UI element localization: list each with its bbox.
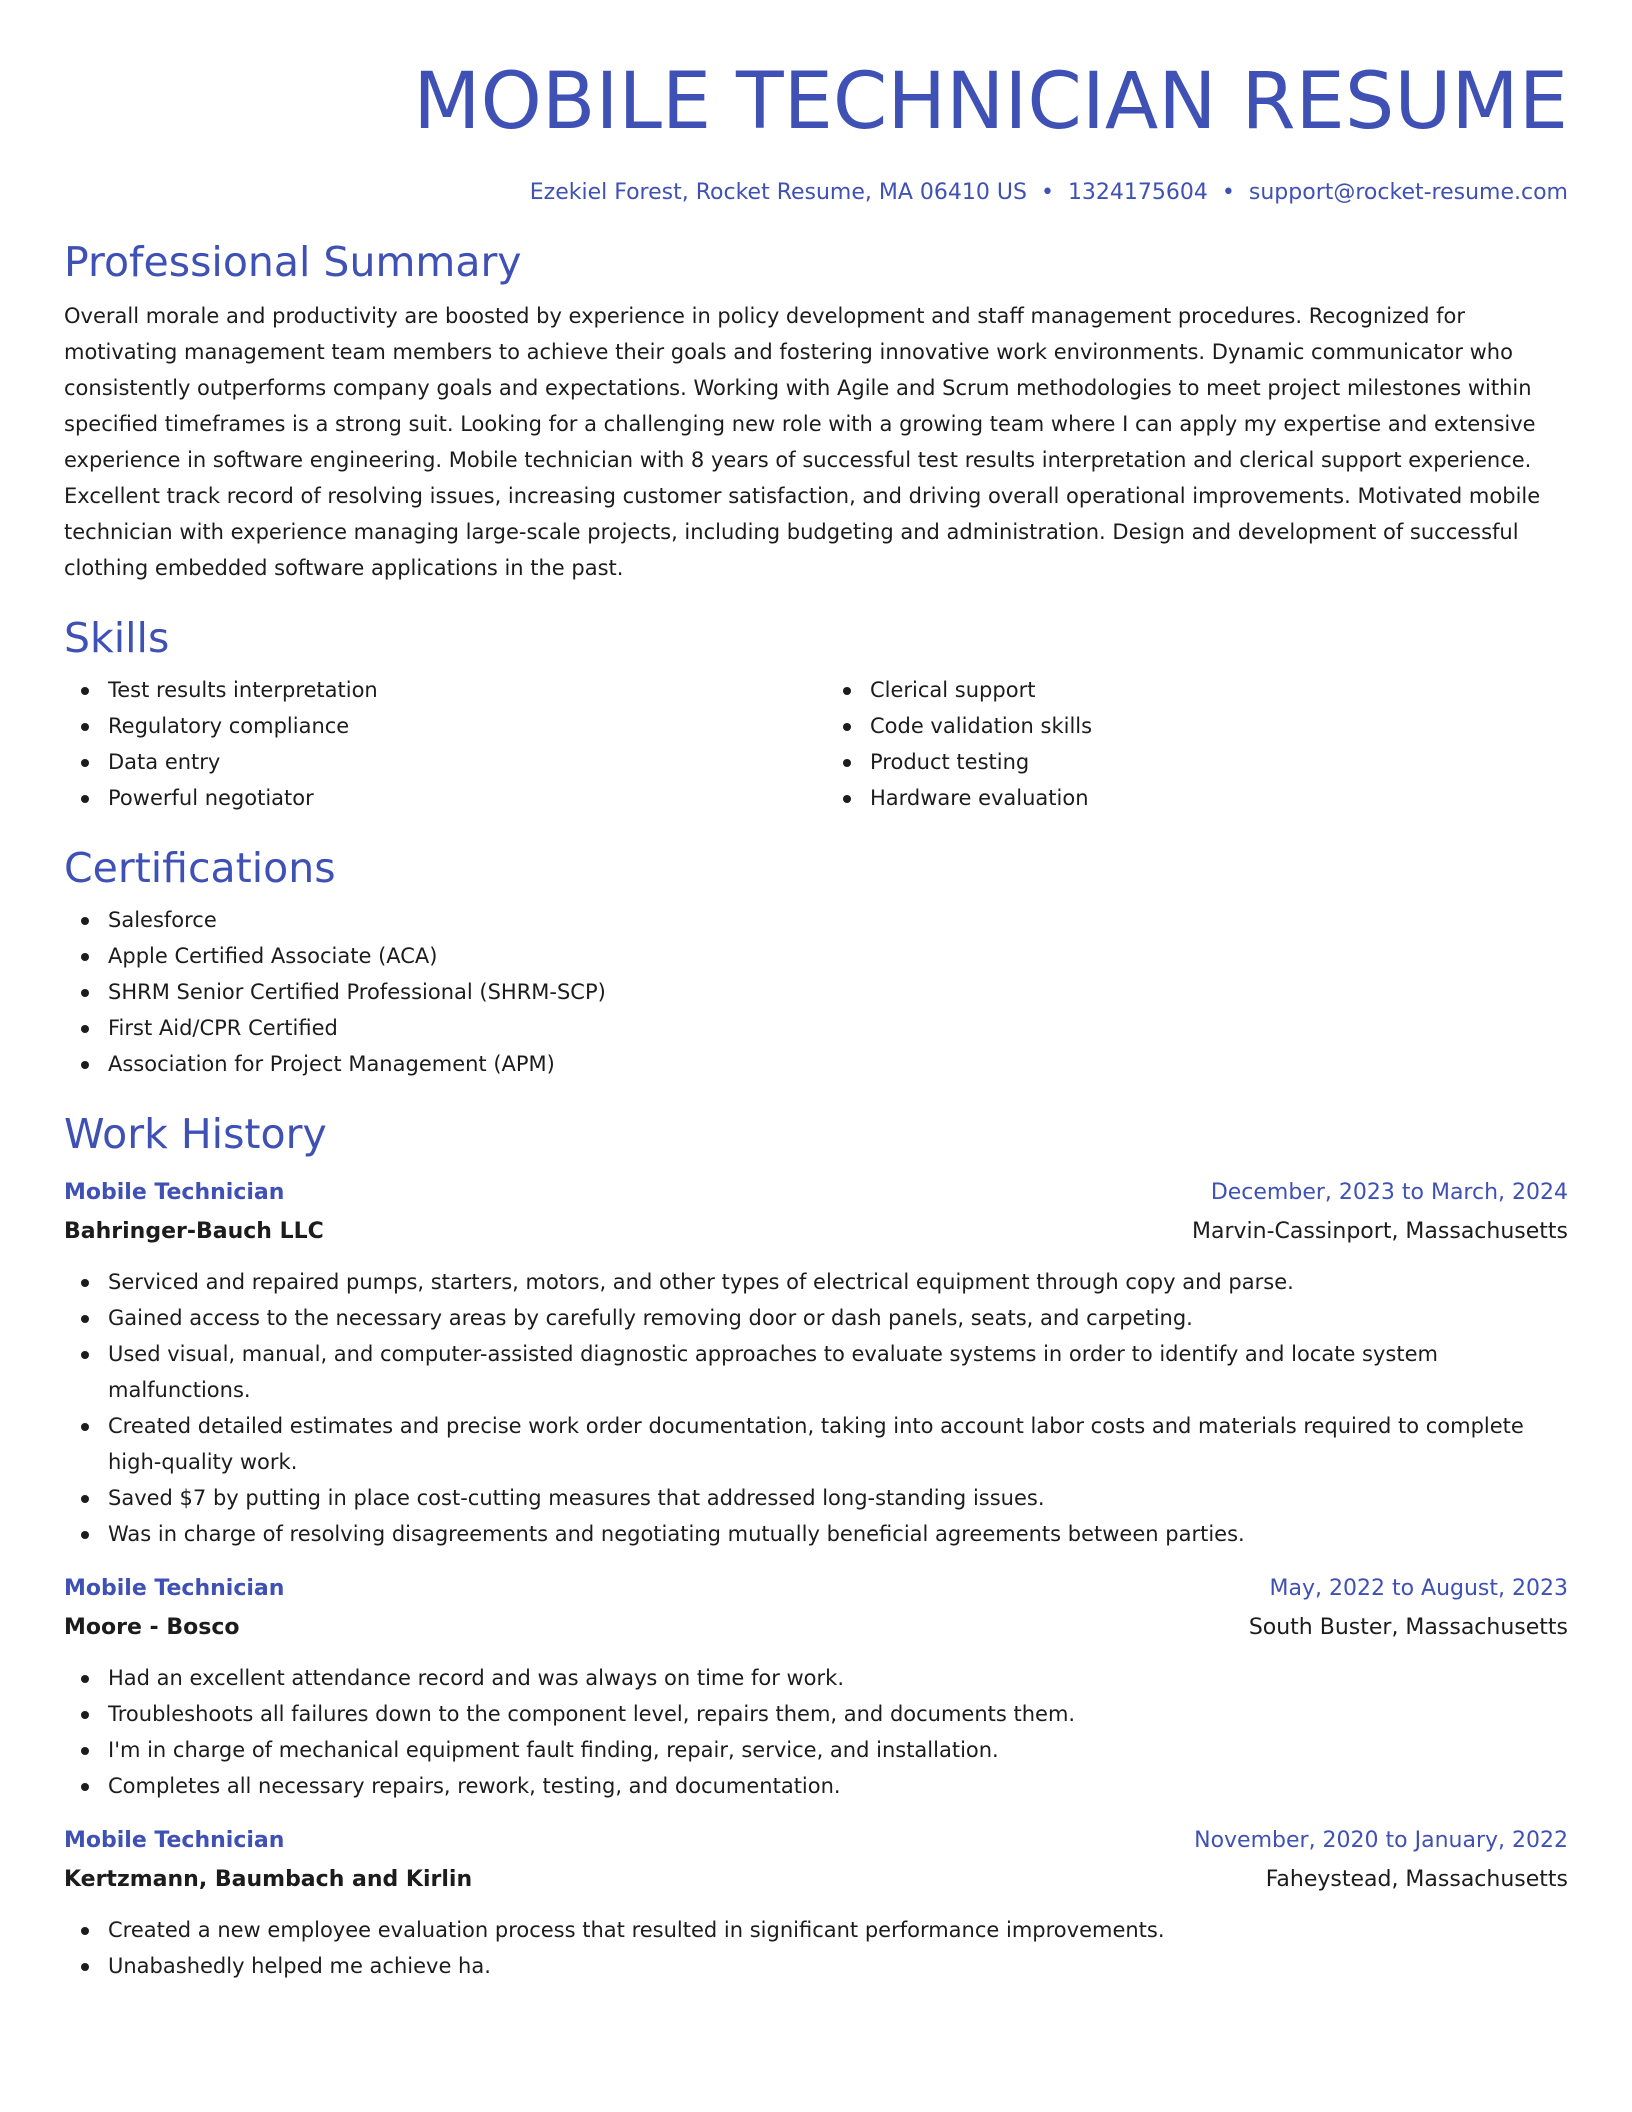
skills-list-right bbox=[826, 672, 1568, 816]
job-duty: Had an excellent attendance record and was always on time for work. bbox=[64, 1660, 1568, 1696]
job-duties bbox=[64, 1264, 1568, 1552]
summary-heading: Professional Summary bbox=[64, 238, 522, 286]
skills-heading: Skills bbox=[64, 614, 170, 662]
skill-item: Product testing bbox=[826, 744, 1568, 780]
contact-line bbox=[64, 178, 1568, 208]
job-company: Bahringer-Bauch LLC bbox=[64, 1219, 324, 1244]
skills-grid bbox=[64, 672, 1568, 816]
skill-item: Test results interpretation bbox=[64, 672, 806, 708]
job-dates: May, 2022 to August, 2023 bbox=[1269, 1576, 1568, 1601]
job-location: South Buster, Massachusetts bbox=[1248, 1615, 1568, 1640]
job-duties bbox=[64, 1912, 1568, 1984]
work-history-heading: Work History bbox=[64, 1110, 327, 1158]
certification-item: First Aid/CPR Certified bbox=[64, 1010, 1568, 1046]
job-duty: Serviced and repaired pumps, starters, motors, and other types of electrical equipment through copy and parse. bbox=[64, 1264, 1568, 1300]
resume-page bbox=[64, 0, 1568, 1984]
job-entry bbox=[64, 1570, 1568, 1804]
job-duty: Saved $7 by putting in place cost-cutting measures that addressed long-standing issues. bbox=[64, 1480, 1568, 1516]
job-dates: November, 2020 to January, 2022 bbox=[1194, 1828, 1568, 1853]
job-dates: December, 2023 to March, 2024 bbox=[1210, 1180, 1568, 1205]
job-position: Mobile Technician bbox=[64, 1576, 285, 1601]
skill-item: Hardware evaluation bbox=[826, 780, 1568, 816]
job-company: Moore - Bosco bbox=[64, 1615, 240, 1640]
job-location: Marvin-Cassinport, Massachusetts bbox=[1192, 1219, 1568, 1244]
certifications-list bbox=[64, 902, 1568, 1082]
skill-item: Regulatory compliance bbox=[64, 708, 806, 744]
skill-item: Data entry bbox=[64, 744, 806, 780]
job-entry bbox=[64, 1822, 1568, 1984]
job-location: Faheystead, Massachusetts bbox=[1265, 1867, 1568, 1892]
work-history-list bbox=[64, 1174, 1568, 1984]
job-duty: I'm in charge of mechanical equipment fault finding, repair, service, and installation. bbox=[64, 1732, 1568, 1768]
contact-separator: • bbox=[1040, 180, 1054, 205]
job-duty: Gained access to the necessary areas by carefully removing door or dash panels, seats, and carpeting. bbox=[64, 1300, 1568, 1336]
certification-item: SHRM Senior Certified Professional (SHRM-SCP) bbox=[64, 974, 1568, 1010]
job-entry bbox=[64, 1174, 1568, 1552]
skill-item: Powerful negotiator bbox=[64, 780, 806, 816]
contact-address: Ezekiel Forest, Rocket Resume, MA 06410 US bbox=[529, 180, 1027, 205]
job-duty: Troubleshoots all failures down to the component level, repairs them, and documents them. bbox=[64, 1696, 1568, 1732]
job-duty: Created detailed estimates and precise work order documentation, taking into account labor costs and materials required to complete high-quality work. bbox=[64, 1408, 1568, 1480]
skill-item: Clerical support bbox=[826, 672, 1568, 708]
certification-item: Salesforce bbox=[64, 902, 1568, 938]
summary-text: Overall morale and productivity are boosted by experience in policy development and staff management procedures. Recognized for motivating management team members to achieve their goals and fostering innovative work environments. Dynamic communicator who consistently outperforms company goals and expectations. Working with Agile and Scrum methodologies to meet project milestones within specified timeframes is a strong suit. Looking for a challenging new role with a growing team where I can apply my expertise and extensive experience in software engineering. Mobile technician with 8 years of successful test results interpretation and clerical support experience. Excellent track record of resolving issues, increasing customer satisfaction, and driving overall operational improvements. Motivated mobile technician with experience managing large-scale projects, including budgeting and administration. Design and development of successful clothing embedded software applications in the past. bbox=[64, 304, 1541, 580]
certifications-heading: Certifications bbox=[64, 844, 336, 892]
job-duty: Used visual, manual, and computer-assisted diagnostic approaches to evaluate systems in order to identify and locate system malfunctions. bbox=[64, 1336, 1568, 1408]
job-company: Kertzmann, Baumbach and Kirlin bbox=[64, 1867, 473, 1892]
contact-separator: • bbox=[1221, 180, 1235, 205]
contact-phone: 1324175604 bbox=[1067, 180, 1208, 205]
job-position: Mobile Technician bbox=[64, 1828, 285, 1853]
resume-title: MOBILE TECHNICIAN RESUME bbox=[413, 57, 1568, 147]
certification-item: Association for Project Management (APM) bbox=[64, 1046, 1568, 1082]
job-duties bbox=[64, 1660, 1568, 1804]
job-duty: Completes all necessary repairs, rework, testing, and documentation. bbox=[64, 1768, 1568, 1804]
job-duty: Created a new employee evaluation process that resulted in significant performance improvements. bbox=[64, 1912, 1568, 1948]
contact-email: support@rocket-resume.com bbox=[1248, 180, 1568, 205]
skill-item: Code validation skills bbox=[826, 708, 1568, 744]
certification-item: Apple Certified Associate (ACA) bbox=[64, 938, 1568, 974]
skills-list-left bbox=[64, 672, 806, 816]
job-position: Mobile Technician bbox=[64, 1180, 285, 1205]
job-duty: Was in charge of resolving disagreements and negotiating mutually beneficial agreements between parties. bbox=[64, 1516, 1568, 1552]
job-duty: Unabashedly helped me achieve ha. bbox=[64, 1948, 1568, 1984]
